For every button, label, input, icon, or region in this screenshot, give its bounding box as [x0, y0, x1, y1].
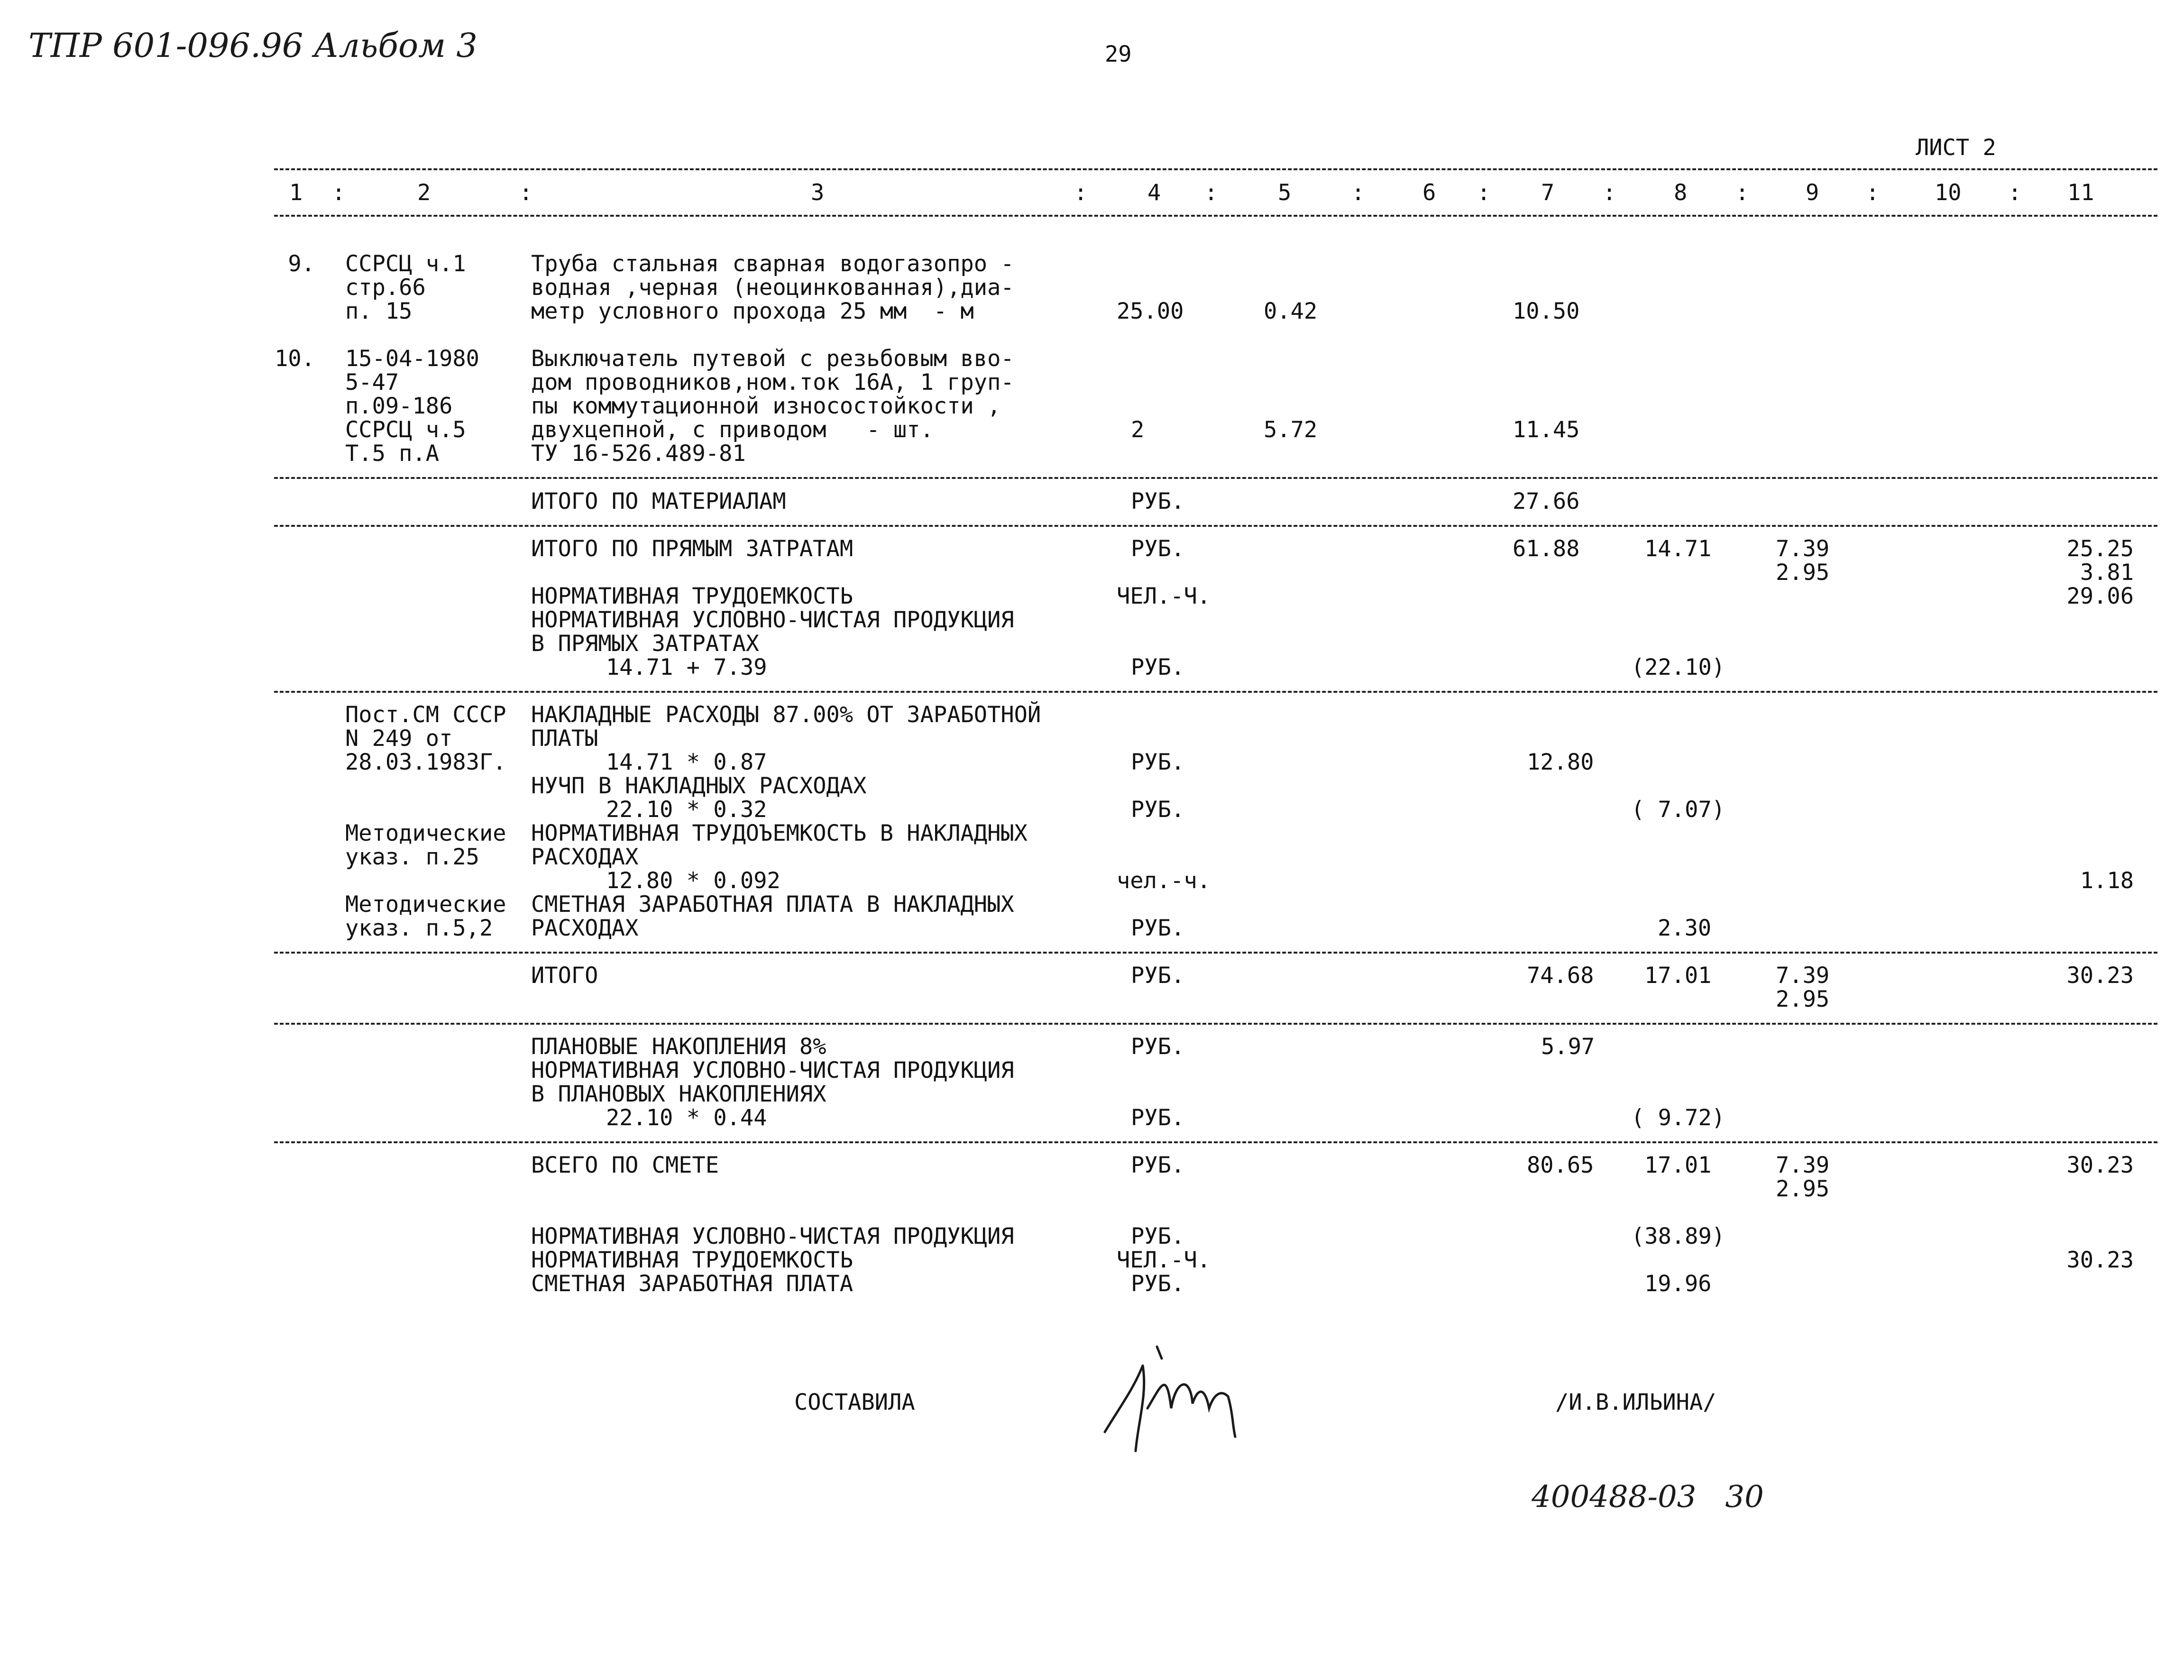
rule: [274, 952, 2157, 954]
ncp-label: НОРМАТИВНАЯ УСЛОВНО-ЧИСТАЯ ПРОДУКЦИЯ: [531, 607, 1014, 633]
col8-value: 17.01: [1644, 963, 1712, 989]
row-ref: ССРСЦ ч.1: [345, 251, 466, 277]
col8-value: 17.01: [1644, 1152, 1712, 1178]
col8-value: (22.10): [1631, 654, 1725, 680]
signature-icon: [1091, 1337, 1271, 1470]
overhead-label: СМЕТНАЯ ЗАРАБОТНАЯ ПЛАТА В НАКЛАДНЫХ: [531, 891, 1014, 918]
labor-unit: ЧЕЛ.-Ч.: [1117, 583, 1211, 609]
col4-value: 25.00: [1117, 298, 1184, 324]
column-number: 10: [1935, 180, 1962, 206]
overhead-ref: Пост.СМ СССР: [345, 702, 506, 728]
direct-costs-label: ИТОГО ПО ПРЯМЫМ ЗАТРАТАМ: [531, 536, 853, 562]
column-number: 2: [417, 180, 431, 206]
col9-value: 2.95: [1776, 986, 1830, 1012]
ncp-formula: 14.71 + 7.39: [606, 654, 767, 680]
col7-value: 11.45: [1513, 417, 1580, 443]
rule: [274, 215, 2157, 217]
row-description: водная ,черная (неоцинкованная),диа-: [531, 275, 1014, 301]
overhead-formula: 22.10 * 0.32: [606, 797, 767, 823]
col8-value: 19.96: [1644, 1271, 1712, 1297]
row-description: Выключатель путевой с резьбовым вво-: [531, 346, 1014, 372]
col7-value: 61.88: [1513, 536, 1580, 562]
overhead-unit: РУБ.: [1131, 915, 1185, 941]
row-description: ТУ 16-526.489-81: [531, 441, 746, 467]
rule: [274, 525, 2157, 527]
overhead-ref: Методические: [345, 820, 506, 846]
col9-value: 7.39: [1776, 1152, 1830, 1178]
planned-label: НОРМАТИВНАЯ УСЛОВНО-ЧИСТАЯ ПРОДУКЦИЯ: [531, 1057, 1014, 1083]
overhead-formula: 12.80 * 0.092: [606, 868, 780, 894]
column-number: 4: [1147, 180, 1161, 206]
ncp-unit: РУБ.: [1131, 654, 1185, 680]
column-separator: :: [2008, 180, 2022, 206]
row-ref: п.09-186: [345, 393, 453, 419]
col11-value: 30.23: [2066, 1152, 2134, 1178]
col7-value: 74.68: [1527, 963, 1594, 989]
overhead-unit: РУБ.: [1131, 797, 1185, 823]
ncp-label: НОРМАТИВНАЯ УСЛОВНО-ЧИСТАЯ ПРОДУКЦИЯ: [531, 1223, 1014, 1249]
wage-label: СМЕТНАЯ ЗАРАБОТНАЯ ПЛАТА: [531, 1271, 853, 1297]
materials-total-value: 27.66: [1513, 488, 1580, 514]
rule: [274, 1141, 2157, 1143]
column-number: 9: [1806, 180, 1819, 206]
planned-formula: 22.10 * 0.44: [606, 1105, 767, 1131]
col8-value: ( 7.07): [1631, 797, 1725, 823]
row-ref: 15-04-1980: [345, 346, 479, 372]
labor-label: НОРМАТИВНАЯ ТРУДОЕМКОСТЬ: [531, 1247, 853, 1273]
column-number: 7: [1541, 180, 1555, 206]
column-number: 6: [1422, 180, 1436, 206]
col8-value: 14.71: [1644, 536, 1712, 562]
overhead-unit: чел.-ч.: [1117, 868, 1211, 894]
column-separator: :: [1204, 180, 1218, 206]
overhead-formula: 14.71 * 0.87: [606, 749, 767, 775]
col5-value: 0.42: [1264, 298, 1318, 324]
overhead-label: НОРМАТИВНАЯ ТРУДОЪЕМКОСТЬ В НАКЛАДНЫХ: [531, 820, 1028, 846]
compiled-by-label: СОСТАВИЛА: [794, 1389, 915, 1415]
col11-value: 29.06: [2066, 583, 2134, 609]
overhead-label: НУЧП В НАКЛАДНЫХ РАСХОДАХ: [531, 773, 867, 799]
column-number: 1: [289, 180, 303, 206]
row-ref: стр.66: [345, 275, 426, 301]
col8-value: (38.89): [1631, 1223, 1725, 1249]
row-ref: Т.5 п.А: [345, 441, 440, 467]
overhead-label: РАСХОДАХ: [531, 915, 639, 941]
overhead-ref: 28.03.1983Г.: [345, 749, 506, 775]
ncp-label: В ПРЯМЫХ ЗАТРАТАХ: [531, 631, 760, 657]
handwritten-stamp: ТПР 601-096.96 Альбом 3: [28, 26, 477, 65]
total-label: ИТОГО: [531, 963, 598, 989]
column-number: 8: [1674, 180, 1688, 206]
materials-unit: РУБ.: [1131, 488, 1185, 514]
total-unit: РУБ.: [1131, 963, 1185, 989]
col9-value: 7.39: [1776, 963, 1830, 989]
labor-unit: ЧЕЛ.-Ч.: [1117, 1247, 1211, 1273]
row-description: двухцепной, с приводом - шт.: [531, 417, 934, 443]
col9-value: 2.95: [1776, 1176, 1830, 1202]
col7-value: 5.97: [1541, 1034, 1595, 1060]
row-ref: ССРСЦ ч.5: [345, 417, 466, 443]
overhead-ref: N 249 от: [345, 725, 453, 752]
planned-unit: РУБ.: [1131, 1034, 1185, 1060]
column-number: 3: [811, 180, 825, 206]
sheet-label: ЛИСТ 2: [1916, 135, 1996, 161]
overhead-label: НАКЛАДНЫЕ РАСХОДЫ 87.00% ОТ ЗАРАБОТНОЙ: [531, 702, 1041, 728]
signer-name: /И.В.ИЛЬИНА/: [1555, 1389, 1716, 1415]
direct-costs-unit: РУБ.: [1131, 536, 1185, 562]
col5-value: 5.72: [1264, 417, 1318, 443]
column-number: 11: [2067, 180, 2094, 206]
col11-value: 25.25: [2066, 536, 2134, 562]
labor-label: НОРМАТИВНАЯ ТРУДОЕМКОСТЬ: [531, 583, 853, 609]
grand-total-unit: РУБ.: [1131, 1152, 1185, 1178]
overhead-label: ПЛАТЫ: [531, 725, 598, 752]
overhead-ref: Методические: [345, 891, 506, 918]
col7-value: 10.50: [1513, 298, 1580, 324]
row-ref: п. 15: [345, 298, 413, 324]
column-separator: :: [332, 180, 346, 206]
col11-value: 1.18: [2080, 868, 2134, 894]
col8-value: ( 9.72): [1631, 1105, 1725, 1131]
row-description: пы коммутационной износостойкости ,: [531, 393, 1001, 419]
col4-value: 2: [1131, 417, 1145, 443]
row-number: 10.: [275, 346, 315, 372]
col11-value: 30.23: [2066, 963, 2134, 989]
col7-value: 80.65: [1527, 1152, 1594, 1178]
column-separator: :: [1477, 180, 1491, 206]
rule: [274, 477, 2157, 479]
column-separator: :: [1866, 180, 1880, 206]
overhead-ref: указ. п.5,2: [345, 915, 493, 941]
page-number: 29: [1105, 41, 1132, 67]
overhead-label: РАСХОДАХ: [531, 844, 639, 870]
grand-total-label: ВСЕГО ПО СМЕТЕ: [531, 1152, 719, 1178]
row-number: 9.: [288, 251, 315, 277]
column-separator: :: [1351, 180, 1365, 206]
col9-value: 2.95: [1776, 560, 1830, 586]
col11-value: 3.81: [2080, 560, 2134, 586]
row-description: Труба стальная сварная водогазопро -: [531, 251, 1014, 277]
materials-total-label: ИТОГО ПО МАТЕРИАЛАМ: [531, 488, 786, 514]
col8-value: 2.30: [1658, 915, 1712, 941]
planned-unit: РУБ.: [1131, 1105, 1185, 1131]
rule: [274, 168, 2157, 170]
handwritten-doc-code: 400488-03 30: [1532, 1479, 1764, 1515]
col9-value: 7.39: [1776, 536, 1830, 562]
column-separator: :: [519, 180, 533, 206]
rule: [274, 1023, 2157, 1025]
col7-value: 12.80: [1527, 749, 1594, 775]
row-ref: 5-47: [345, 369, 399, 395]
ncp-unit: РУБ.: [1131, 1223, 1185, 1249]
col11-value: 30.23: [2066, 1247, 2134, 1273]
row-description: дом проводников,ном.ток 16А, 1 груп-: [531, 369, 1014, 395]
column-separator: :: [1074, 180, 1088, 206]
row-description: метр условного прохода 25 мм - м: [531, 298, 974, 324]
overhead-unit: РУБ.: [1131, 749, 1185, 775]
wage-unit: РУБ.: [1131, 1271, 1185, 1297]
planned-label: ПЛАНОВЫЕ НАКОПЛЕНИЯ 8%: [531, 1034, 826, 1060]
overhead-ref: указ. п.25: [345, 844, 479, 870]
column-number: 5: [1278, 180, 1292, 206]
planned-label: В ПЛАНОВЫХ НАКОПЛЕНИЯХ: [531, 1081, 826, 1107]
column-separator: :: [1603, 180, 1616, 206]
rule: [274, 691, 2157, 693]
column-separator: :: [1735, 180, 1749, 206]
